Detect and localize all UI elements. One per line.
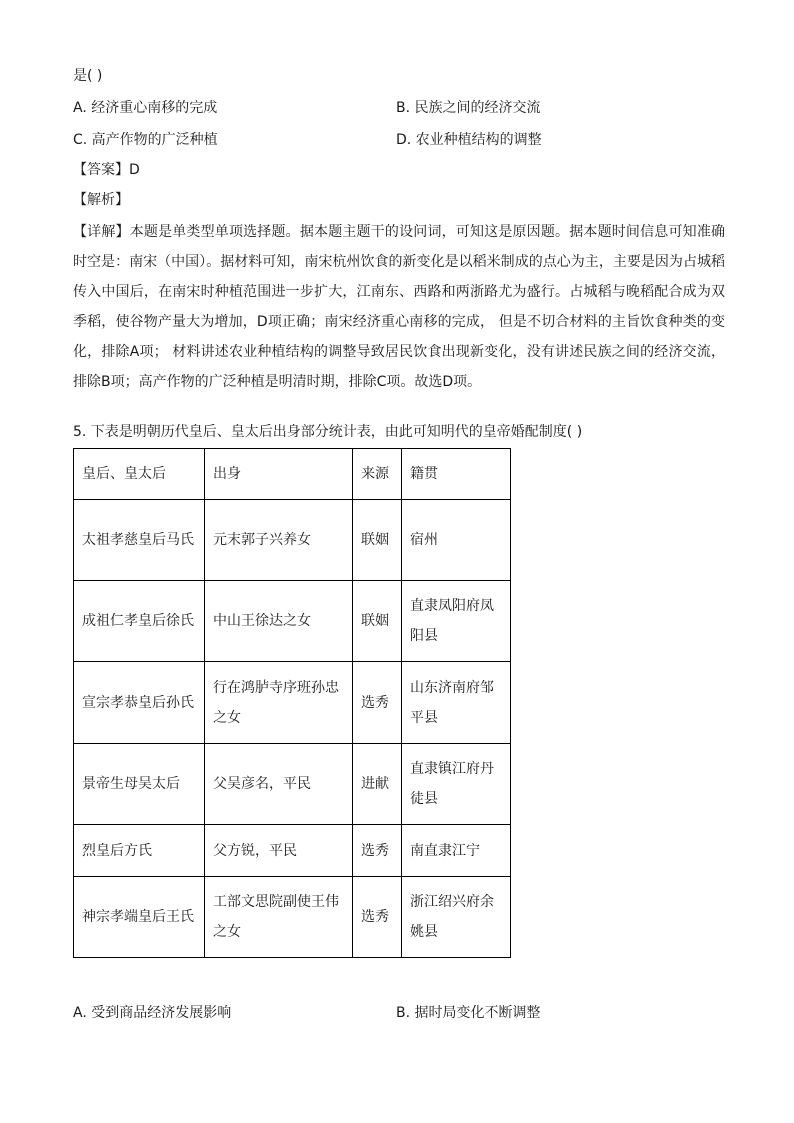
table-cell: 太祖孝慈皇后马氏 [74,500,205,581]
table-cell: 选秀 [353,877,402,958]
table-row [74,500,511,581]
table-cell: 选秀 [353,825,402,877]
q4-option-c: C. 高产作物的广泛种植 [73,132,218,148]
table-cell: 选秀 [353,662,402,744]
table-row [74,877,511,958]
table-cell: 南直隶江宁 [402,825,511,877]
table-header-row [74,449,511,500]
q4-stem-tail: 是( ) [73,68,103,84]
q4-answer: 【答案】D [73,162,140,178]
table-cell: 元末郭子兴养女 [205,500,353,581]
table-row [74,744,511,825]
q4-option-b: B. 民族之间的经济交流 [396,100,541,116]
table-cell: 中山王徐达之女 [205,581,353,662]
table-cell: 直隶凤阳府凤阳县 [402,581,511,662]
q4-option-a: A. 经济重心南移的完成 [73,100,218,116]
table-header-cell: 籍贯 [402,449,511,500]
table-cell: 父吴彦名，平民 [205,744,353,825]
q5-option-b: B. 据时局变化不断调整 [396,1005,541,1021]
q4-option-d: D. 农业种植结构的调整 [396,132,542,148]
table-row [74,581,511,662]
table-cell: 成祖仁孝皇后徐氏 [74,581,205,662]
table-header-cell: 皇后、皇太后 [74,449,205,500]
table-cell: 父方锐，平民 [205,825,353,877]
q5-stem: 5. 下表是明朝历代皇后、皇太后出身部分统计表，由此可知明代的皇帝婚配制度( ) [73,424,583,440]
table-cell: 联姻 [353,500,402,581]
table-header-cell: 出身 [205,449,353,500]
table-cell: 宣宗孝恭皇后孙氏 [74,662,205,744]
table-cell: 进献 [353,744,402,825]
table-row [74,825,511,877]
table-cell: 神宗孝端皇后王氏 [74,877,205,958]
table-cell: 宿州 [402,500,511,581]
empress-origin-table [73,448,511,958]
table-cell: 烈皇后方氏 [74,825,205,877]
table-cell: 联姻 [353,581,402,662]
table-cell: 景帝生母吴太后 [74,744,205,825]
table-cell: 行在鸿胪寺序班孙忠之女 [205,662,353,744]
q5-option-a: A. 受到商品经济发展影响 [73,1005,232,1021]
table-cell: 山东济南府邹平县 [402,662,511,744]
table-row [74,662,511,744]
table-cell: 直隶镇江府丹徒县 [402,744,511,825]
q4-detail-paragraph: 【详解】本题是单类型单项选择题。据本题主题干的设问词，可知这是原因题。据本题时间信息可知准确时空是：南宋（中国）。据材料可知，南宋杭州饮食的新变化是以稻米制成的点心为主，主要是因为占城稻传入中国后，在南宋时种植范围进一步扩大，江南东、西路和两浙路尤为盛行。占城稻与晚稻配合成为双季稻，使谷物产量大为增加，D项正确；南宋经济重心南移的完成， 但是不切合材料的主旨饮食种类的变化，排除A项； 材料讲述农业种植结构的调整导致居民饮食出现新变化，没有讲述民族之间的经济交流，排除B项；高产作物的广泛种植是明清时期，排除C项。故选D项。 [73,224,725,390]
q4-analysis-label: 【解析】 [73,192,129,208]
table-cell: 浙江绍兴府余姚县 [402,877,511,958]
table-header-cell: 来源 [353,449,402,500]
table-cell: 工部文思院副使王伟之女 [205,877,353,958]
